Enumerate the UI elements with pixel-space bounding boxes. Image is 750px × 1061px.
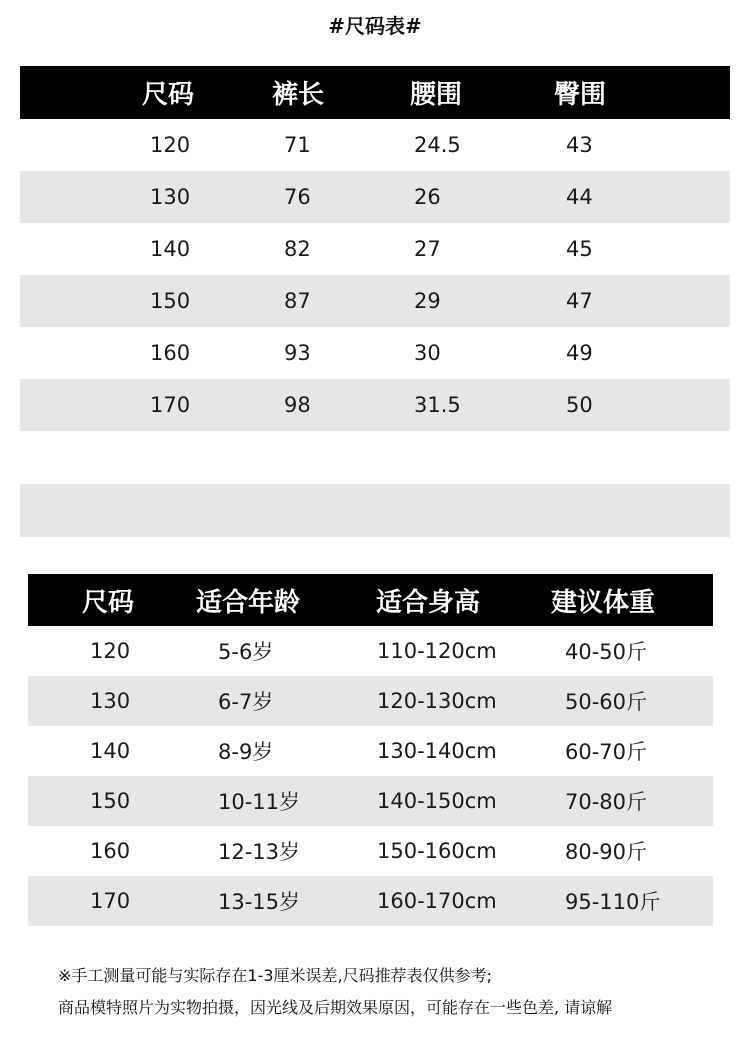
- cell-size: 130: [90, 689, 131, 713]
- cell-size: 120: [150, 133, 191, 157]
- cell-height: 110-120cm: [377, 639, 497, 663]
- header-size: 尺码: [142, 80, 195, 110]
- cell-height: 160-170cm: [377, 889, 497, 913]
- cell-pants-length: 93: [284, 341, 311, 365]
- cell-weight: 95-110斤: [565, 890, 661, 914]
- cell-hip: 44: [566, 185, 593, 209]
- cell-age: 10-11岁: [218, 790, 301, 814]
- table-row: [28, 676, 713, 726]
- header-weight: 建议体重: [551, 587, 656, 618]
- cell-age: 13-15岁: [218, 890, 301, 914]
- cell-hip: 49: [566, 341, 593, 365]
- cell-waist: 31.5: [414, 393, 461, 417]
- header-pants-length: 裤长: [272, 80, 325, 110]
- cell-size: 140: [150, 237, 191, 261]
- cell-height: 140-150cm: [377, 789, 497, 813]
- cell-waist: 30: [414, 341, 441, 365]
- table-row: [28, 776, 713, 826]
- cell-size: 140: [90, 739, 131, 763]
- cell-waist: 27: [414, 237, 441, 261]
- cell-weight: 80-90斤: [565, 840, 648, 864]
- cell-waist: 29: [414, 289, 441, 313]
- cell-size: 160: [90, 839, 131, 863]
- table-row: [20, 379, 730, 431]
- cell-age: 6-7岁: [218, 690, 274, 714]
- cell-waist: 24.5: [414, 133, 461, 157]
- table-header: [28, 574, 713, 626]
- cell-size: 120: [90, 639, 131, 663]
- table-row: [28, 726, 713, 776]
- cell-waist: 26: [414, 185, 441, 209]
- cell-height: 130-140cm: [377, 739, 497, 763]
- table-row: [20, 223, 730, 275]
- cell-size: 170: [90, 889, 131, 913]
- header-age: 适合年龄: [196, 587, 301, 618]
- cell-size: 150: [150, 289, 191, 313]
- table-row: [20, 275, 730, 327]
- header-waist: 腰围: [410, 80, 463, 110]
- cell-pants-length: 82: [284, 237, 311, 261]
- cell-pants-length: 87: [284, 289, 311, 313]
- cell-pants-length: 76: [284, 185, 311, 209]
- cell-size: 150: [90, 789, 131, 813]
- cell-size: 170: [150, 393, 191, 417]
- size-recommendation-table: [28, 574, 713, 926]
- cell-height: 150-160cm: [377, 839, 497, 863]
- cell-size: 130: [150, 185, 191, 209]
- page-title: #尺码表#: [328, 14, 422, 38]
- table-row: [20, 119, 730, 171]
- cell-hip: 47: [566, 289, 593, 313]
- cell-pants-length: 98: [284, 393, 311, 417]
- table-row: [28, 876, 713, 926]
- header-size: 尺码: [82, 587, 135, 618]
- cell-hip: 45: [566, 237, 593, 261]
- table-header: [20, 66, 730, 119]
- header-height: 适合身高: [376, 587, 481, 618]
- cell-pants-length: 71: [284, 133, 311, 157]
- cell-age: 5-6岁: [218, 640, 274, 664]
- header-hip: 臀围: [554, 80, 607, 110]
- cell-weight: 70-80斤: [565, 790, 648, 814]
- cell-hip: 50: [566, 393, 593, 417]
- cell-size: 160: [150, 341, 191, 365]
- cell-age: 8-9岁: [218, 740, 274, 764]
- cell-weight: 40-50斤: [565, 640, 648, 664]
- cell-age: 12-13岁: [218, 840, 301, 864]
- cell-height: 120-130cm: [377, 689, 497, 713]
- cell-weight: 50-60斤: [565, 690, 648, 714]
- table-row: [28, 826, 713, 876]
- disclaimer-notes: [58, 960, 718, 1024]
- empty-band: [20, 484, 730, 537]
- cell-hip: 43: [566, 133, 593, 157]
- table-row: [28, 626, 713, 676]
- color-difference-note: 商品模特照片为实物拍摄，因光线及后期效果原因，可能存在一些色差, 请谅解: [58, 998, 613, 1017]
- cell-weight: 60-70斤: [565, 740, 648, 764]
- table-row: [20, 327, 730, 379]
- measurement-note: ※手工测量可能与实际存在1-3厘米误差,尺码推荐表仅供参考;: [58, 966, 493, 985]
- table-row: [20, 171, 730, 223]
- size-measurement-table: [20, 66, 730, 431]
